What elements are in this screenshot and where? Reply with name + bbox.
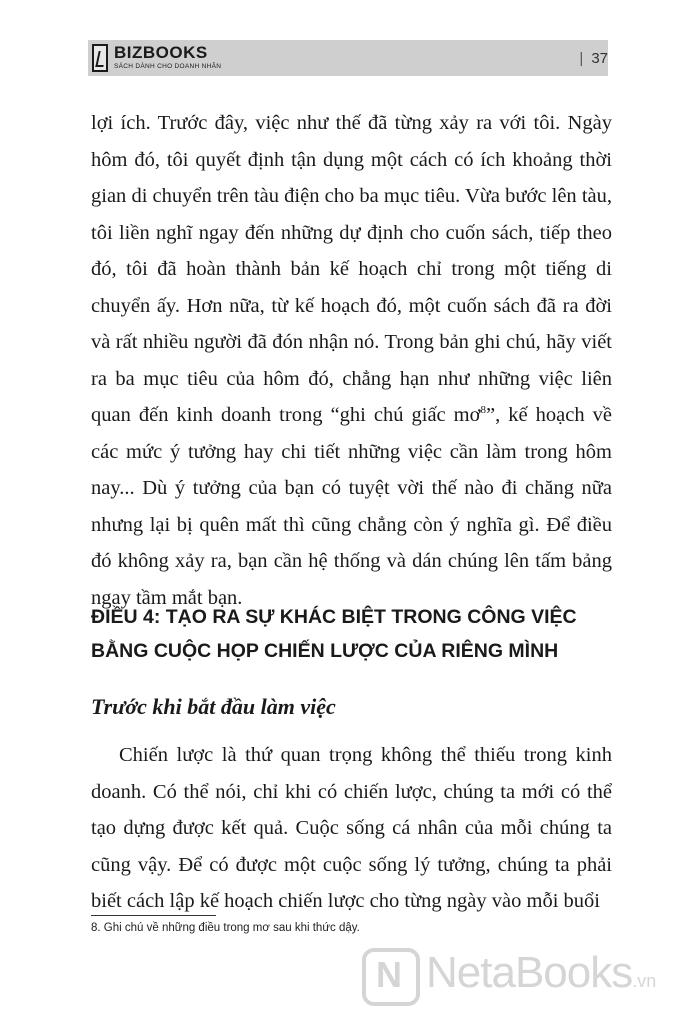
body-paragraph-2: Chiến lược là thứ quan trọng không thể thiếu trong kinh doanh. Có thể nói, chỉ khi có chiến lược, chúng ta mới có thể tạo dựng được kết quả. Cuộc sống cá nhân của mỗi chúng ta cũng vậy. Để có được một cuộc sống lý tưởng, chúng ta phải biết cách lập kế hoạch chiến lược cho từng ngày vào mỗi buổi [91, 744, 612, 912]
netabooks-watermark [362, 940, 692, 1010]
brand-name: BIZBOOKS [114, 43, 208, 62]
bizbooks-logo [92, 42, 242, 74]
watermark-name: NetaBooks [426, 948, 633, 997]
watermark-suffix: .vn [632, 971, 657, 991]
bizbooks-logo-icon [92, 44, 108, 72]
watermark-text [426, 948, 656, 998]
body-paragraph-1 [91, 105, 612, 616]
heading-line-2: BẰNG CUỘC HỌP CHIẾN LƯỢC CỦA RIÊNG MÌNH [91, 640, 559, 662]
page-number: 37 [591, 50, 608, 67]
footnote: 8. Ghi chú về những điều trong mơ sau khi thức dậy. [91, 922, 360, 934]
heading-line-1: ĐIỀU 4: TẠO RA SỰ KHÁC BIỆT TRONG CÔNG VIỆC [91, 606, 577, 628]
page-number-block [579, 50, 608, 67]
netabooks-logo-icon [362, 948, 420, 1006]
page-separator: | [579, 50, 584, 67]
footnote-divider [91, 915, 216, 916]
paragraph-1-text: lợi ích. Trước đây, việc như thế đã từng xảy ra với tôi. Ngày hôm đó, tôi quyết định tận dụng một cách có ích khoảng thời gian di chuyển trên tàu điện cho ba mục tiêu. Vừa bước lên tàu, tôi liền nghĩ ngay đến những dự định cho cuốn sách, tiếp theo đó, tôi đã hoàn thành bản kế hoạch chỉ trong một tiếng di chuyển ấy. Hơn nữa, từ kế hoạch đó, một cuốn sách đã ra đời và rất nhiều người đã đón nhận nó. Trong bản ghi chú, hãy viết ra ba mục tiêu của hôm đó, chẳng hạn như những việc liên quan đến kinh doanh trong “ghi chú giấc mơ [91, 112, 612, 426]
brand-tagline: SÁCH DÀNH CHO DOANH NHÂN [114, 63, 222, 70]
paragraph-1-continued: ”, kế hoạch về các mức ý tưởng hay chi tiết những việc cần làm trong hôm nay... Dù ý tưởng của bạn có tuyệt vời thế nào đi chăng nữa nhưng lại bị quên mất thì cũng chẳng còn ý nghĩa gì. Để điều đó không xảy ra, bạn cần hệ thống và dán chúng lên tấm bảng ngay tầm mắt bạn. [91, 404, 612, 609]
subheading: Trước khi bắt đầu làm việc [91, 694, 336, 719]
section-heading [91, 600, 631, 668]
footnote-ref: 8 [480, 404, 486, 417]
